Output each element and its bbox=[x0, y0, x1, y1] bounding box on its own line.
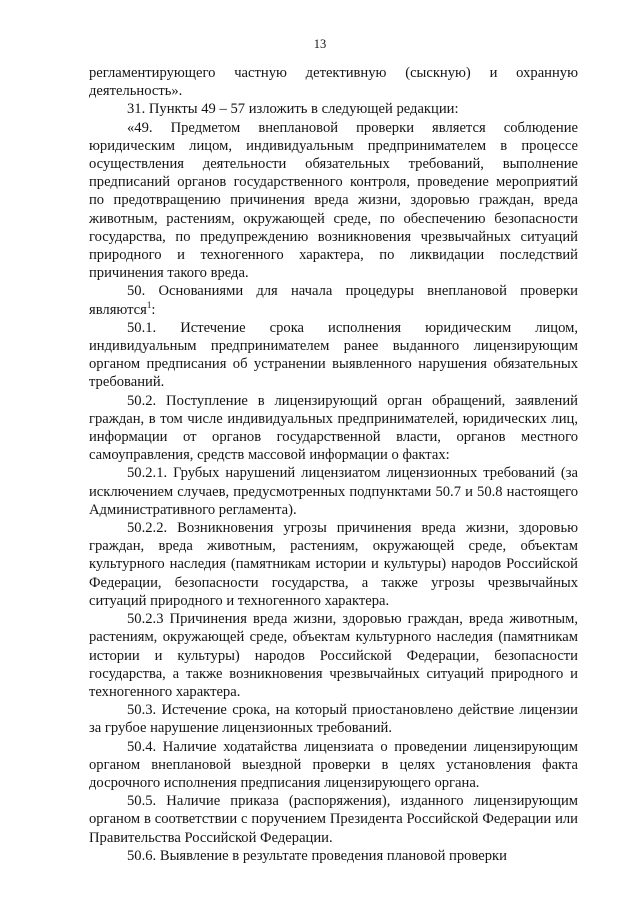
paragraph bbox=[89, 282, 578, 318]
paragraph-text: 50.2.3 Причинения вреда жизни, здоровью граждан, вреда животным, растениям, окружающей среде, объектам культурного наследия (памятникам истории и культуры) народов Российской Федерации, безопасности государства, а также возникновения чрезвычайных ситуаций природного и техногенного характера. bbox=[89, 611, 578, 700]
paragraph-text: 31. Пункты 49 – 57 изложить в следующей редакции: bbox=[127, 101, 459, 118]
paragraph bbox=[89, 319, 578, 392]
paragraph-text: 50.6. Выявление в результате проведения плановой проверки bbox=[127, 847, 507, 864]
paragraph bbox=[89, 464, 578, 519]
paragraph bbox=[89, 738, 578, 793]
paragraph-text: 50.5. Наличие приказа (распоряжения), изданного лицензирующим органом в соответствии с поручением Президента Российской Федерации или Правительства Российской Федерации. bbox=[89, 793, 578, 846]
paragraph bbox=[89, 610, 578, 701]
footnote-marker: 1 bbox=[146, 299, 152, 310]
paragraph bbox=[89, 519, 578, 610]
paragraph bbox=[89, 701, 578, 737]
paragraph-text: 50.2.1. Грубых нарушений лицензиатом лицензионных требований (за исключением случаев, предусмотренных подпунктами 50.7 и 50.8 настоящего Административного регламента). bbox=[89, 465, 578, 518]
paragraph-text: регламентирующего частную детективную (сыскную) и охранную деятельность». bbox=[89, 65, 578, 100]
paragraph-tail: : bbox=[151, 301, 156, 318]
paragraph bbox=[89, 847, 578, 865]
paragraph-text: 50.3. Истечение срока, на который приостановлено действие лицензии за грубое нарушение лицензионных требований. bbox=[89, 702, 578, 737]
paragraph bbox=[89, 100, 578, 118]
page-number: 13 bbox=[313, 37, 327, 51]
paragraph-text: «49. Предметом внеплановой проверки является соблюдение юридическим лицом, индивидуальным предпринимателем в процессе осуществления деятельности обязательных требований, выполнение предписаний органов государственного контроля, проведение мероприятий по предотвращению причинения вреда жизни, здоровью граждан, вреда животным, растениям, окружающей среде, по обеспечению безопасности государства, по предупреждению возникновения чрезвычайных ситуаций природного и техногенного характера, по ликвидации последствий причинения такого вреда. bbox=[89, 119, 578, 282]
paragraph-text: 50.2. Поступление в лицензирующий орган обращений, заявлений граждан, в том числе индивидуальных предпринимателей, юридических лиц, информации от органов государственной власти, органов местного самоуправления, средств массовой информации о фактах: bbox=[89, 392, 578, 464]
document-body bbox=[89, 64, 578, 865]
paragraph bbox=[89, 392, 578, 465]
paragraph-text: 50.1. Истечение срока исполнения юридическим лицом, индивидуальным предпринимателем ранее выданного лицензирующим органом предписания об устранении выявленного нарушения обязательных требований. bbox=[89, 319, 578, 391]
paragraph-text: 50. Основаниями для начала процедуры внеплановой проверки являются bbox=[89, 283, 578, 318]
paragraph bbox=[89, 792, 578, 847]
paragraph bbox=[89, 64, 578, 100]
paragraph bbox=[89, 119, 578, 283]
paragraph-text: 50.2.2. Возникновения угрозы причинения вреда жизни, здоровью граждан, вреда животным, растениям, окружающей среде, объектам культурного наследия (памятникам истории и культуры) народов Российской Федерации, безопасности государства, а также угрозы чрезвычайных ситуаций природного и техногенного характера. bbox=[89, 520, 578, 609]
paragraph-text: 50.4. Наличие ходатайства лицензиата о проведении лицензирующим органом внеплановой выездной проверки в целях установления факта досрочного исполнения предписания лицензирующего органа. bbox=[89, 738, 578, 791]
